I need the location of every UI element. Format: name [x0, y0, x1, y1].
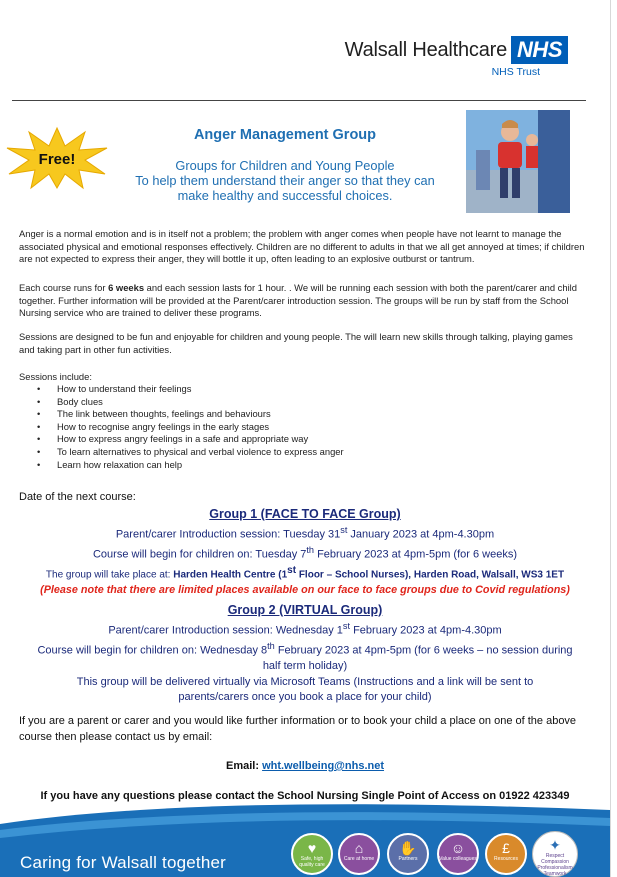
- group1-begin: [0, 543, 610, 563]
- people-icon: ☺: [450, 840, 466, 856]
- subtitle-line: Groups for Children and Young People: [175, 158, 395, 173]
- free-star-badge: [5, 126, 109, 190]
- superscript: th: [306, 545, 315, 556]
- value-badge: [387, 833, 429, 875]
- handshake-icon: ✋: [399, 840, 417, 856]
- group1-intro: [0, 523, 610, 543]
- superscript: st: [287, 565, 297, 577]
- group2-virtual-line2: parents/carers once you book a place for your child): [178, 691, 432, 704]
- text-span: January 2023 at 4pm-4.30pm: [347, 528, 495, 541]
- text-span: February 2023 at 4pm-5pm (for 6 weeks – no session during: [274, 644, 573, 657]
- header-divider: [12, 100, 586, 101]
- text-span: and each session lasts for 1 hour. . We will be running each session with both the parent/carer and child together. Further information will be provided at the Parent/carer introduction session. The groups will be run by staff from the School Nursing service who are trained to deliver these programs.: [19, 282, 577, 319]
- org-name: Walsall Healthcare: [344, 38, 508, 61]
- value-badge: [532, 831, 578, 877]
- subtitle-line: make healthy and successful choices.: [177, 188, 393, 203]
- duration-bold: 6 weeks: [108, 282, 145, 293]
- subtitle: [110, 158, 460, 203]
- value-label: Respect Compassion Professionalism Teamwork: [537, 853, 573, 877]
- value-badge: [485, 833, 527, 875]
- list-item: • How to express angry feelings in a safe and appropriate way: [19, 433, 579, 446]
- value-badge: [437, 833, 479, 875]
- walsall-healthcare-logo: [345, 36, 568, 78]
- group2-begin: [0, 639, 610, 659]
- date-next-label: Date of the next course:: [19, 491, 136, 503]
- list-item: • To learn alternatives to physical and verbal violence to express anger: [19, 446, 579, 459]
- value-label: Resources: [494, 856, 518, 862]
- page-title: Anger Management Group: [193, 127, 377, 143]
- group2-block: [0, 602, 610, 706]
- text-span: Parent/carer Introduction session: Wednesday 1: [108, 624, 343, 637]
- list-item: • The link between thoughts, feelings and behaviours: [19, 408, 579, 421]
- footer-tagline: Caring for Walsall together: [20, 853, 227, 872]
- free-label: Free!: [38, 151, 76, 168]
- superscript: th: [267, 641, 275, 652]
- superscript: st: [340, 525, 348, 535]
- values-icon: ✦: [549, 837, 561, 853]
- location-bold: Floor – School Nurses), Harden Road, Walsall, WS3 1ET: [296, 569, 565, 581]
- value-label: Safe, high quality care: [299, 856, 325, 868]
- list-item: • Body clues: [19, 396, 579, 409]
- sessions-paragraph: Sessions are designed to be fun and enjoyable for children and young people. The will learn new skills through talking, playing games and taking part in other fun activities.: [19, 331, 573, 355]
- group2-virtual-line1: This group will be delivered virtually via Microsoft Teams (Instructions and a link will be sent to: [76, 675, 534, 688]
- group2-title: Group 2 (VIRTUAL Group): [227, 603, 383, 617]
- contact-paragraph: If you are a parent or carer and you would like further information or to book your child a place on one of the above course then please contact us by email:: [19, 715, 577, 743]
- list-item: • How to recognise angry feelings in the early stages: [19, 421, 579, 434]
- text-span: Course will begin for children on: Wednesday 8: [37, 644, 268, 657]
- sessions-list: [19, 383, 579, 471]
- house-icon: ⌂: [354, 840, 364, 856]
- value-badge: [291, 833, 333, 875]
- course-paragraph: [19, 282, 591, 320]
- location-bold: Harden Health Centre (1: [173, 569, 288, 581]
- value-label: Partners: [398, 856, 418, 862]
- list-item: • Learn how relaxation can help: [19, 459, 579, 472]
- intro-paragraph: Anger is a normal emotion and is in itself not a problem; the problem with anger comes when people have not learnt to manage the associated physical and emotional responses effectively. Children are no different to adults in that we all get annoyed at times; if children are not expected to express their anger, they will bottle it up, often leading to an explosive outburst or tantrum.: [19, 228, 585, 265]
- group2-begin-line2: half term holiday): [262, 660, 348, 673]
- heart-icon: ♥: [307, 840, 317, 856]
- value-label: Care at home: [343, 856, 375, 862]
- nhs-logo: NHS: [511, 36, 568, 64]
- text-span: Each course runs for: [19, 282, 109, 293]
- email-line: [0, 760, 610, 772]
- questions-line: If you have any questions please contact the School Nursing Single Point of Access on 01922 423349: [40, 790, 570, 802]
- superscript: st: [342, 621, 351, 631]
- list-item: • How to understand their feelings: [19, 383, 579, 396]
- group1-location: [0, 563, 610, 583]
- value-badge: [338, 833, 380, 875]
- group1-block: [0, 506, 610, 599]
- pound-icon: £: [502, 840, 510, 856]
- text-span: Parent/carer Introduction session: Tuesday 31: [115, 528, 341, 541]
- subtitle-line: To help them understand their anger so that they can: [135, 173, 435, 188]
- covid-note: (Please note that there are limited places available on our face to face groups due to Covid regulations): [40, 584, 570, 597]
- text-span: February 2023 at 4pm-5pm (for 6 weeks): [314, 548, 518, 561]
- trust-name: NHS Trust: [491, 66, 540, 78]
- group2-intro: [0, 619, 610, 639]
- text-span: February 2023 at 4pm-4.30pm: [350, 624, 502, 637]
- children-photo: [466, 110, 570, 213]
- sessions-include-label: Sessions include:: [19, 371, 92, 382]
- value-label: Value colleagues: [439, 856, 477, 862]
- group1-title: Group 1 (FACE TO FACE Group): [209, 507, 401, 521]
- email-label: Email:: [225, 760, 263, 772]
- text-span: The group will take place at:: [45, 569, 174, 581]
- email-link[interactable]: wht.wellbeing@nhs.net: [262, 760, 385, 772]
- text-span: Course will begin for children on: Tuesday 7: [92, 548, 307, 561]
